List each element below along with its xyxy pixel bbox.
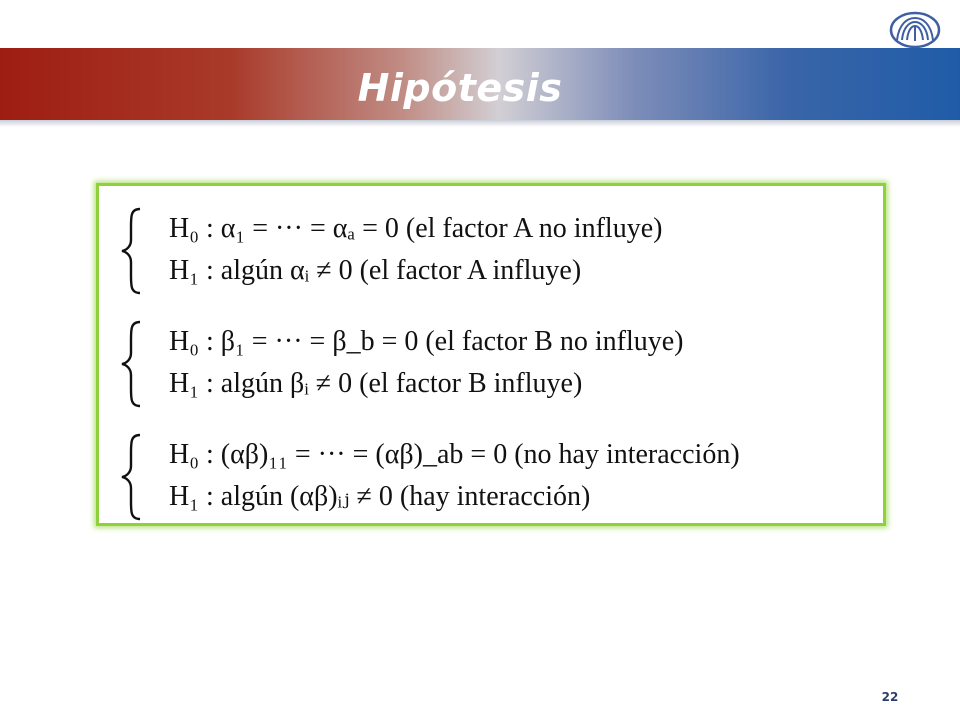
left-brace-icon <box>119 206 143 296</box>
hypothesis-lines <box>169 208 662 292</box>
university-logo-icon <box>888 10 942 50</box>
left-brace-icon <box>119 432 143 522</box>
alt-hypothesis-interaction: H₁ : algún (αβ)ᵢⱼ ≠ 0 (hay interacción) <box>169 481 591 512</box>
null-hypothesis-interaction: H₀ : (αβ)₁₁ = ··· = (αβ)_ab = 0 (no hay interacción) <box>169 439 740 470</box>
left-brace-icon <box>119 319 143 409</box>
alt-hypothesis-a: H₁ : algún αᵢ ≠ 0 (el factor A influye) <box>169 255 582 286</box>
hypotheses-box <box>96 183 886 526</box>
hypothesis-lines <box>169 321 684 405</box>
hypothesis-lines <box>169 434 740 518</box>
alt-hypothesis-b: H₁ : algún βᵢ ≠ 0 (el factor B influye) <box>169 368 583 399</box>
null-hypothesis-b: H₀ : β₁ = ··· = β_b = 0 (el factor B no influye) <box>169 326 684 357</box>
null-hypothesis-a: H₀ : α₁ = ··· = αₐ = 0 (el factor A no influye) <box>169 213 663 244</box>
page-number: 22 <box>881 690 899 704</box>
slide-title: Hipótesis <box>357 66 563 110</box>
title-underline <box>0 120 960 127</box>
